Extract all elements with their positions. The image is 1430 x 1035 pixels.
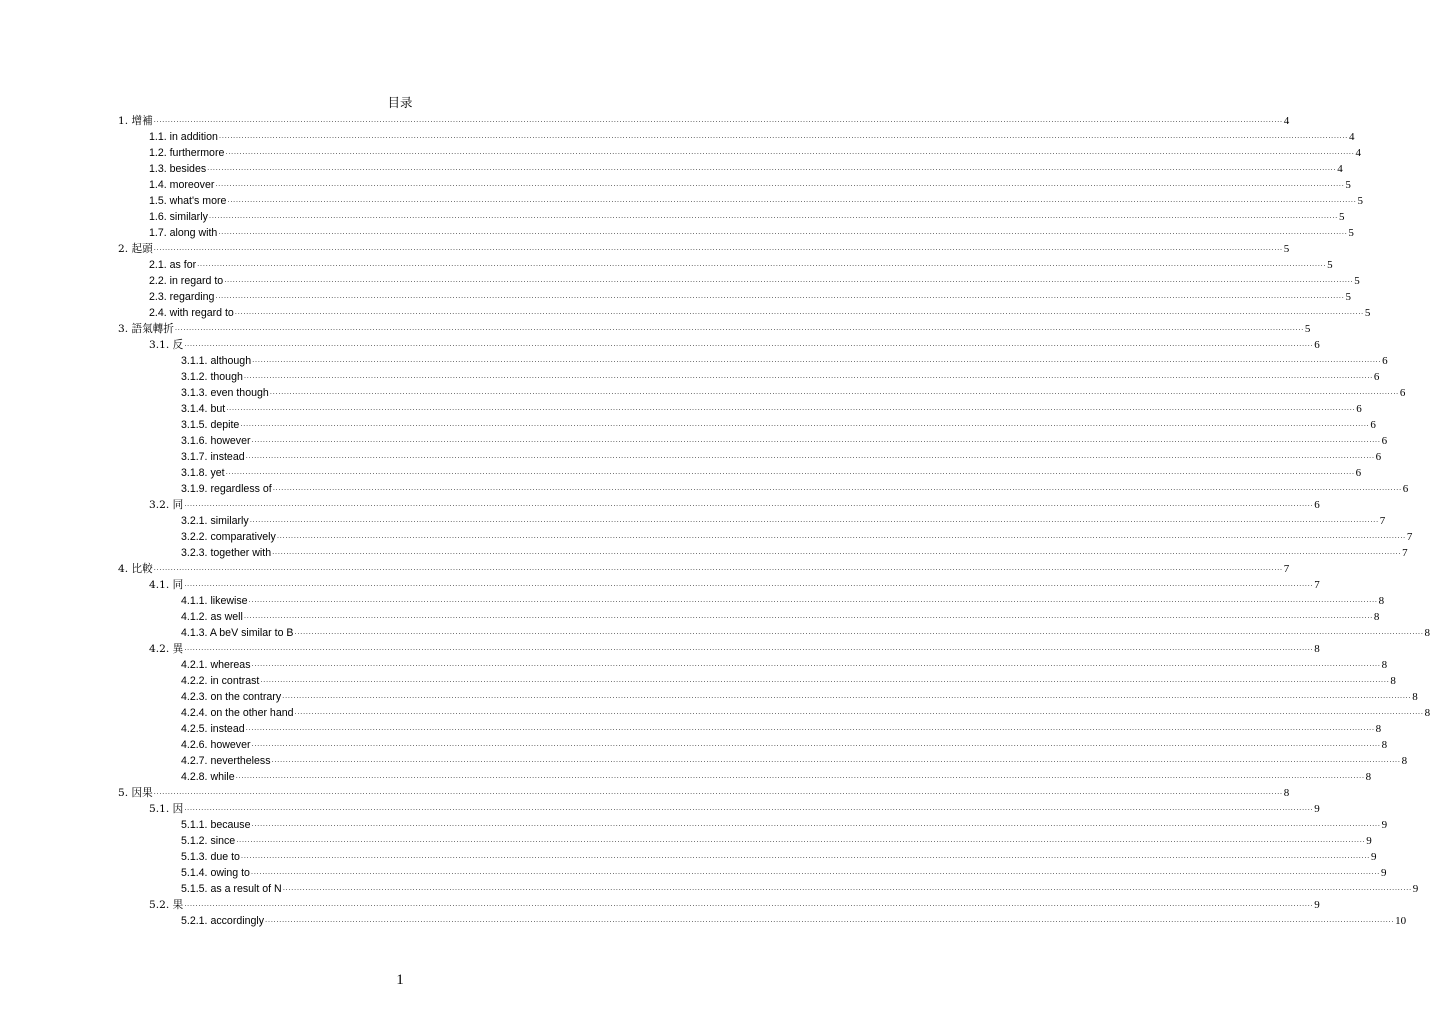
toc-dot-leader: ................................................................................................................................................................................................................................................................................................................................................................................................................ (227, 195, 1357, 204)
toc-entry-page: 5 (1345, 291, 1351, 303)
toc-entry-level-2[interactable] (149, 176, 1351, 192)
toc-entry-level-3[interactable] (181, 848, 1377, 864)
toc-dot-leader: ................................................................................................................................................................................................................................................................................................................................................................................................................ (251, 435, 1381, 444)
toc-entry-label: 4.2. 異 (149, 643, 184, 655)
toc-entry-label: 4.2.1. whereas (181, 659, 251, 671)
toc-entry-page: 5 (1357, 195, 1363, 207)
toc-entry-label: 1. 增補 (118, 115, 153, 127)
toc-entry-page: 9 (1380, 867, 1387, 879)
toc-entry-label: 3.2.3. together with (181, 547, 272, 559)
toc-dot-leader: ................................................................................................................................................................................................................................................................................................................................................................................................................ (153, 115, 1283, 124)
toc-entry-level-1[interactable] (118, 560, 1290, 576)
toc-entry-label: 3.1.2. though (181, 371, 243, 383)
toc-dot-leader: ................................................................................................................................................................................................................................................................................................................................................................................................................ (249, 515, 1379, 524)
toc-dot-leader: ................................................................................................................................................................................................................................................................................................................................................................................................................ (250, 867, 1380, 876)
toc-entry-label: 1.7. along with (149, 227, 218, 239)
toc-entry-level-3[interactable] (181, 464, 1362, 480)
toc-entry-page: 8 (1283, 787, 1290, 799)
toc-entry-level-3[interactable] (181, 880, 1419, 896)
toc-entry-page: 9 (1314, 803, 1320, 815)
toc-entry-level-3[interactable] (181, 480, 1409, 496)
toc-entry-page: 4 (1348, 131, 1355, 143)
toc-entry-page: 8 (1401, 755, 1408, 767)
toc-dot-leader: ................................................................................................................................................................................................................................................................................................................................................................................................................ (218, 227, 1348, 236)
toc-dot-leader: ................................................................................................................................................................................................................................................................................................................................................................................................................ (153, 243, 1283, 252)
toc-entry-label: 3.2.1. similarly (181, 515, 249, 527)
toc-entry-page: 5 (1345, 179, 1351, 191)
toc-entry-page: 10 (1395, 915, 1407, 927)
toc-dot-leader: ................................................................................................................................................................................................................................................................................................................................................................................................................ (215, 291, 1345, 300)
toc-dot-leader: ................................................................................................................................................................................................................................................................................................................................................................................................................ (282, 883, 1412, 892)
toc-entry-level-1[interactable] (118, 240, 1290, 256)
toc-entry-level-1[interactable] (118, 112, 1290, 128)
toc-entry-level-3[interactable] (181, 608, 1380, 624)
toc-entry-label: 4.1.3. A beV similar to B (181, 627, 294, 639)
toc-entry-page: 8 (1373, 611, 1380, 623)
toc-entry-label: 2. 起頭 (118, 243, 153, 255)
toc-entry-page: 7 (1402, 547, 1408, 559)
toc-entry-label: 5.1.3. due to (181, 851, 240, 863)
toc-dot-leader: ................................................................................................................................................................................................................................................................................................................................................................................................................ (184, 803, 1314, 812)
toc-entry-page: 8 (1375, 723, 1382, 735)
toc-dot-leader: ................................................................................................................................................................................................................................................................................................................................................................................................................ (245, 723, 1375, 732)
toc-dot-leader: ................................................................................................................................................................................................................................................................................................................................................................................................................ (218, 131, 1348, 140)
toc-entry-page: 8 (1381, 659, 1388, 671)
toc-entry-label: 1.4. moreover (149, 179, 215, 191)
toc-dot-leader: ................................................................................................................................................................................................................................................................................................................................................................................................................ (184, 339, 1314, 348)
toc-entry-page: 5 (1354, 275, 1360, 287)
toc-entry-level-2[interactable] (149, 576, 1320, 592)
toc-entry-page: 6 (1382, 355, 1388, 367)
toc-entry-page: 9 (1381, 819, 1388, 831)
toc-entry-label: 4.1.2. as well (181, 611, 243, 623)
toc-entry-label: 3. 語氣轉折 (118, 323, 174, 335)
toc-entry-level-3[interactable] (181, 832, 1372, 848)
toc-entry-page: 5 (1283, 243, 1290, 255)
toc-dot-leader: ................................................................................................................................................................................................................................................................................................................................................................................................................ (269, 387, 1399, 396)
toc-dot-leader: ................................................................................................................................................................................................................................................................................................................................................................................................................ (282, 691, 1412, 700)
toc-dot-leader: ................................................................................................................................................................................................................................................................................................................................................................................................................ (240, 851, 1370, 860)
toc-entry-level-1[interactable] (118, 784, 1290, 800)
toc-entry-level-3[interactable] (181, 368, 1380, 384)
toc-dot-leader: ................................................................................................................................................................................................................................................................................................................................................................................................................ (225, 467, 1355, 476)
toc-entry-level-3[interactable] (181, 704, 1430, 720)
toc-entry-label: 2.2. in regard to (149, 275, 224, 287)
toc-entry-level-3[interactable] (181, 672, 1396, 688)
toc-entry-level-2[interactable] (149, 272, 1360, 288)
toc-entry-page: 8 (1412, 691, 1418, 703)
toc-entry-page: 6 (1356, 403, 1362, 415)
toc-entry-level-2[interactable] (149, 192, 1363, 208)
toc-entry-label: 3.2.2. comparatively (181, 531, 276, 543)
toc-entry-page: 5 (1348, 227, 1354, 239)
toc-dot-leader: ................................................................................................................................................................................................................................................................................................................................................................................................................ (251, 659, 1381, 668)
toc-entry-level-3[interactable] (181, 448, 1382, 464)
toc-entry-label: 3.1.5. depite (181, 419, 240, 431)
toc-entry-page: 6 (1355, 467, 1362, 479)
toc-entry-page: 8 (1390, 675, 1396, 687)
toc-dot-leader: ................................................................................................................................................................................................................................................................................................................................................................................................................ (251, 819, 1381, 828)
toc-entry-level-2[interactable] (149, 208, 1345, 224)
toc-entry-page: 6 (1314, 499, 1320, 511)
toc-entry-level-2[interactable] (149, 128, 1355, 144)
toc-dot-leader: ................................................................................................................................................................................................................................................................................................................................................................................................................ (276, 531, 1406, 540)
toc-entry-page: 5 (1304, 323, 1311, 335)
toc-entry-level-3[interactable] (181, 656, 1388, 672)
toc-entry-label: 2.3. regarding (149, 291, 215, 303)
toc-entry-page: 8 (1381, 739, 1388, 751)
toc-entry-level-3[interactable] (181, 912, 1407, 928)
toc-entry-label: 4.1. 同 (149, 579, 184, 591)
toc-entry-label: 3.1.6. however (181, 435, 251, 447)
toc-entry-label: 3.1.4. but (181, 403, 226, 415)
toc-entry-page: 9 (1314, 899, 1320, 911)
toc-entry-page: 9 (1370, 851, 1377, 863)
toc-entry-page: 6 (1381, 435, 1388, 447)
toc-dot-leader: ................................................................................................................................................................................................................................................................................................................................................................................................................ (184, 499, 1314, 508)
toc-entry-label: 1.5. what's more (149, 195, 227, 207)
toc-entry-label: 1.1. in addition (149, 131, 218, 143)
toc-entry-page: 9 (1366, 835, 1372, 847)
toc-dot-leader: ................................................................................................................................................................................................................................................................................................................................................................................................................ (271, 755, 1401, 764)
toc-entry-label: 4.2.8. while (181, 771, 235, 783)
toc-entry-label: 4.2.2. in contrast (181, 675, 260, 687)
toc-entry-level-3[interactable] (181, 544, 1408, 560)
toc-entry-label: 3.1.1. although (181, 355, 252, 367)
toc-dot-leader: ................................................................................................................................................................................................................................................................................................................................................................................................................ (245, 451, 1375, 460)
toc-entry-level-3[interactable] (181, 624, 1430, 640)
toc-dot-leader: ................................................................................................................................................................................................................................................................................................................................................................................................................ (153, 563, 1283, 572)
toc-entry-label: 4.1.1. likewise (181, 595, 248, 607)
toc-dot-leader: ................................................................................................................................................................................................................................................................................................................................................................................................................ (184, 643, 1314, 652)
toc-entry-label: 5.1.2. since (181, 835, 236, 847)
toc-entry-page: 5 (1338, 211, 1345, 223)
toc-entry-label: 5.1.4. owing to (181, 867, 250, 879)
toc-entry-label: 3.1.9. regardless of (181, 483, 272, 495)
toc-entry-page: 6 (1370, 419, 1376, 431)
toc-dot-leader: ................................................................................................................................................................................................................................................................................................................................................................................................................ (236, 835, 1366, 844)
toc-entry-label: 1.2. furthermore (149, 147, 225, 159)
toc-entry-page: 4 (1355, 147, 1361, 159)
toc-entry-level-2[interactable] (149, 160, 1343, 176)
toc-dot-leader: ................................................................................................................................................................................................................................................................................................................................................................................................................ (197, 259, 1327, 268)
toc-dot-leader: ................................................................................................................................................................................................................................................................................................................................................................................................................ (234, 307, 1364, 316)
toc-entry-level-3[interactable] (181, 816, 1388, 832)
toc-dot-leader: ................................................................................................................................................................................................................................................................................................................................................................................................................ (251, 739, 1381, 748)
toc-entry-label: 1.3. besides (149, 163, 207, 175)
toc-entry-level-3[interactable] (181, 512, 1386, 528)
toc-entry-page: 8 (1424, 707, 1430, 719)
toc-entry-page: 7 (1406, 531, 1413, 543)
toc-entry-label: 4.2.6. however (181, 739, 251, 751)
toc-entry-level-2[interactable] (149, 224, 1354, 240)
toc-entry-level-3[interactable] (181, 352, 1388, 368)
page-number: 1 (396, 972, 404, 988)
toc-entry-label: 3.2. 同 (149, 499, 184, 511)
toc-entry-level-3[interactable] (181, 720, 1382, 736)
toc-entry-label: 3.1.8. yet (181, 467, 225, 479)
toc-dot-leader: ................................................................................................................................................................................................................................................................................................................................................................................................................ (226, 403, 1356, 412)
toc-dot-leader: ................................................................................................................................................................................................................................................................................................................................................................................................................ (235, 771, 1365, 780)
toc-dot-leader: ................................................................................................................................................................................................................................................................................................................................................................................................................ (265, 915, 1395, 924)
toc-entry-label: 5.1.5. as a result of N (181, 883, 282, 895)
toc-entry-page: 8 (1314, 643, 1320, 655)
toc-entry-level-2[interactable] (149, 336, 1320, 352)
toc-entry-level-2[interactable] (149, 304, 1371, 320)
toc-entry-level-2[interactable] (149, 640, 1320, 656)
toc-entry-level-3[interactable] (181, 736, 1388, 752)
toc-dot-leader: ................................................................................................................................................................................................................................................................................................................................................................................................................ (207, 163, 1337, 172)
toc-entry-level-3[interactable] (181, 864, 1387, 880)
toc-entry-label: 4.2.3. on the contrary (181, 691, 282, 703)
toc-entry-page: 5 (1327, 259, 1333, 271)
toc-dot-leader: ................................................................................................................................................................................................................................................................................................................................................................................................................ (294, 707, 1424, 716)
toc-entry-level-3[interactable] (181, 416, 1376, 432)
toc-dot-leader: ................................................................................................................................................................................................................................................................................................................................................................................................................ (153, 787, 1283, 796)
toc-entry-level-2[interactable] (149, 896, 1320, 912)
toc-dot-leader: ................................................................................................................................................................................................................................................................................................................................................................................................................ (260, 675, 1390, 684)
toc-entry-label: 5. 因果 (118, 787, 153, 799)
toc-dot-leader: ................................................................................................................................................................................................................................................................................................................................................................................................................ (208, 211, 1338, 220)
toc-dot-leader: ................................................................................................................................................................................................................................................................................................................................................................................................................ (272, 547, 1402, 556)
toc-entry-page: 7 (1283, 563, 1290, 575)
toc-entry-label: 3.1.3. even though (181, 387, 269, 399)
toc-entry-level-2[interactable] (149, 496, 1320, 512)
toc-entry-label: 5.1. 因 (149, 803, 184, 815)
toc-dot-leader: ................................................................................................................................................................................................................................................................................................................................................................................................................ (184, 579, 1314, 588)
toc-entry-label: 1.6. similarly (149, 211, 208, 223)
toc-entry-level-3[interactable] (181, 688, 1418, 704)
toc-dot-leader: ................................................................................................................................................................................................................................................................................................................................................................................................................ (294, 627, 1424, 636)
toc-dot-leader: ................................................................................................................................................................................................................................................................................................................................................................................................................ (240, 419, 1370, 428)
toc-entry-page: 6 (1402, 483, 1409, 495)
toc-entry-label: 4.2.4. on the other hand (181, 707, 294, 719)
toc-entry-level-3[interactable] (181, 384, 1406, 400)
toc-dot-leader: ................................................................................................................................................................................................................................................................................................................................................................................................................ (252, 355, 1382, 364)
toc-dot-leader: ................................................................................................................................................................................................................................................................................................................................................................................................................ (215, 179, 1345, 188)
toc-dot-leader: ................................................................................................................................................................................................................................................................................................................................................................................................................ (272, 483, 1402, 492)
toc-dot-leader: ................................................................................................................................................................................................................................................................................................................................................................................................................ (248, 595, 1378, 604)
toc-entry-page: 6 (1373, 371, 1380, 383)
toc-entry-page: 6 (1314, 339, 1320, 351)
toc-entry-page: 8 (1424, 627, 1430, 639)
toc-entry-page: 6 (1375, 451, 1382, 463)
toc-entry-label: 2.4. with regard to (149, 307, 234, 319)
toc-entry-level-3[interactable] (181, 592, 1385, 608)
toc-entry-label: 3.1. 反 (149, 339, 184, 351)
toc-dot-leader: ................................................................................................................................................................................................................................................................................................................................................................................................................ (224, 275, 1354, 284)
toc-entry-page: 6 (1399, 387, 1406, 399)
toc-entry-level-3[interactable] (181, 752, 1408, 768)
toc-entry-label: 5.2. 果 (149, 899, 184, 911)
toc-entry-page: 8 (1365, 771, 1372, 783)
toc-entry-level-1[interactable] (118, 320, 1311, 336)
toc-entry-label: 5.2.1. accordingly (181, 915, 265, 927)
toc-entry-label: 4.2.5. instead (181, 723, 245, 735)
toc-dot-leader: ................................................................................................................................................................................................................................................................................................................................................................................................................ (243, 371, 1373, 380)
toc-entry-label: 3.1.7. instead (181, 451, 245, 463)
toc-title: 目录 (387, 95, 413, 110)
toc-entry-label: 5.1.1. because (181, 819, 251, 831)
toc-entry-page: 7 (1379, 515, 1386, 527)
toc-dot-leader: ................................................................................................................................................................................................................................................................................................................................................................................................................ (174, 323, 1304, 332)
toc-entry-level-3[interactable] (181, 528, 1413, 544)
toc-entry-level-2[interactable] (149, 288, 1351, 304)
toc-entry-page: 5 (1364, 307, 1371, 319)
toc-entry-page: 9 (1412, 883, 1419, 895)
toc-entry-page: 4 (1283, 115, 1290, 127)
toc-entry-level-2[interactable] (149, 256, 1333, 272)
toc-entry-level-3[interactable] (181, 432, 1388, 448)
toc-entry-label: 2.1. as for (149, 259, 197, 271)
toc-dot-leader: ................................................................................................................................................................................................................................................................................................................................................................................................................ (243, 611, 1373, 620)
toc-entry-label: 4. 比較 (118, 563, 153, 575)
toc-entry-label: 4.2.7. nevertheless (181, 755, 271, 767)
toc-entry-page: 8 (1378, 595, 1385, 607)
toc-entry-page: 4 (1337, 163, 1343, 175)
toc-dot-leader: ................................................................................................................................................................................................................................................................................................................................................................................................................ (184, 899, 1314, 908)
toc-entry-level-3[interactable] (181, 768, 1372, 784)
toc-entry-page: 7 (1314, 579, 1320, 591)
toc-dot-leader: ................................................................................................................................................................................................................................................................................................................................................................................................................ (225, 147, 1355, 156)
toc-entry-level-2[interactable] (149, 144, 1361, 160)
toc-entry-level-2[interactable] (149, 800, 1320, 816)
toc-entry-level-3[interactable] (181, 400, 1362, 416)
